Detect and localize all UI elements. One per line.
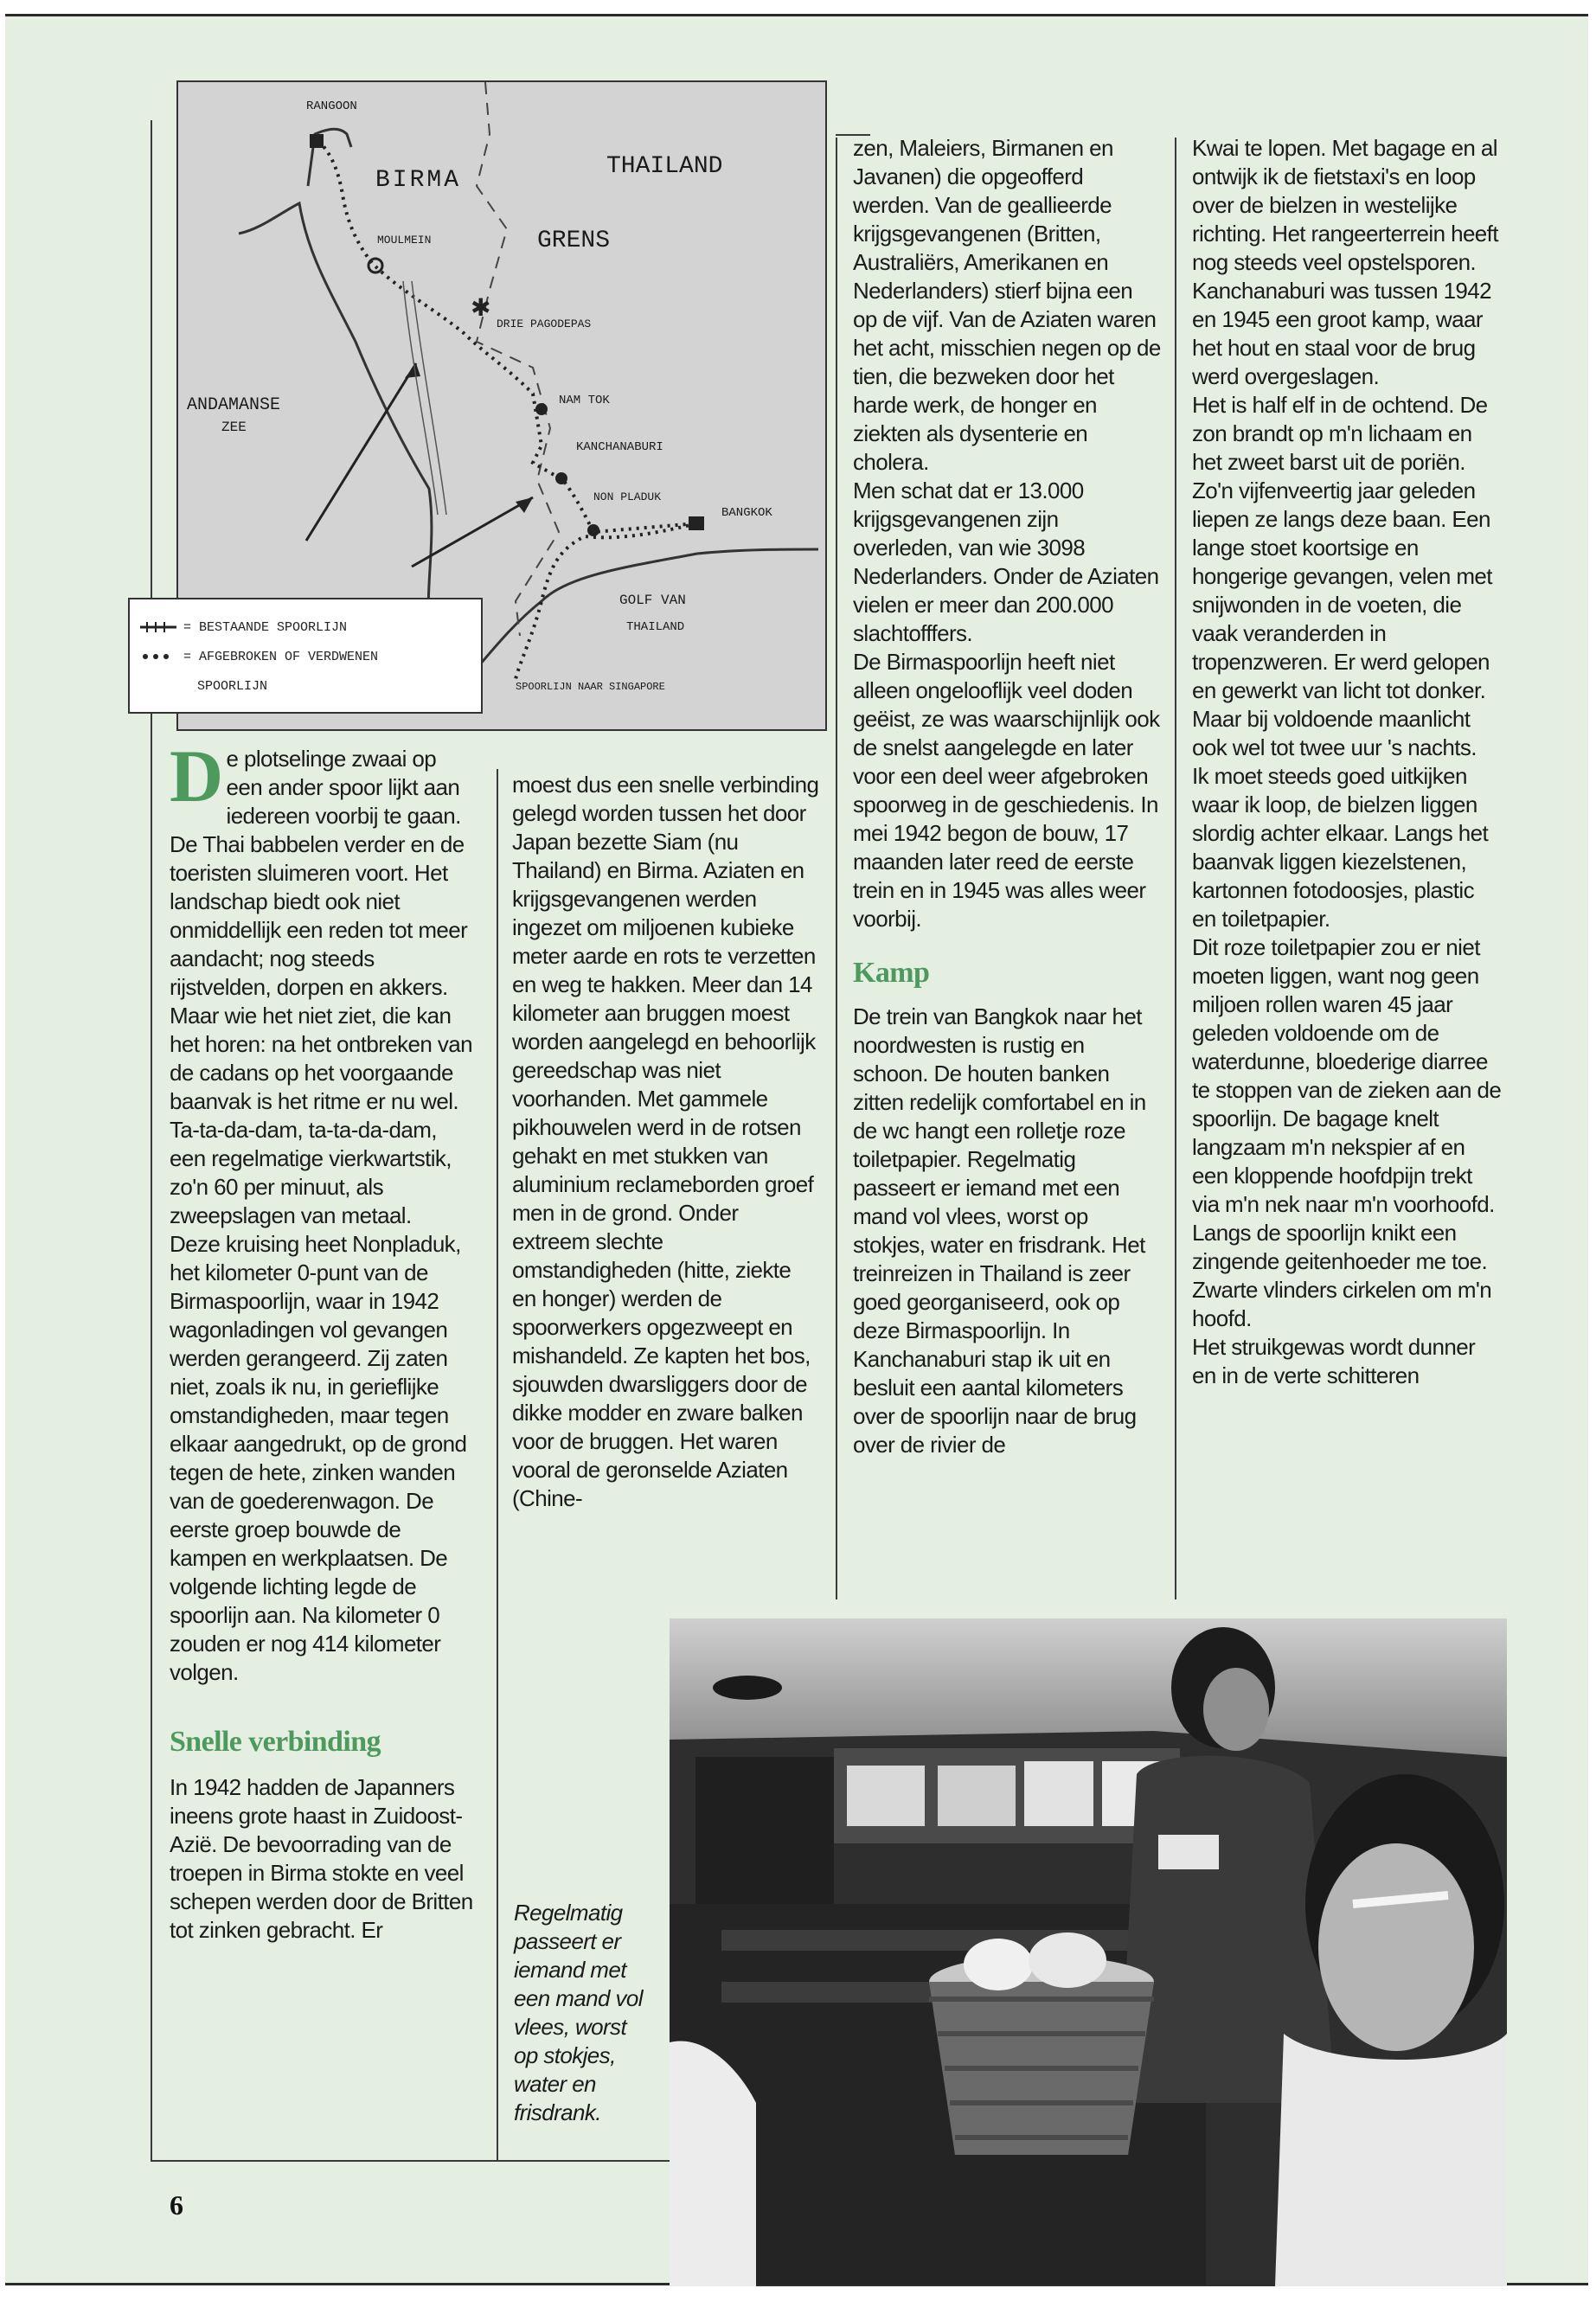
map-label-rangoon: RANGOON bbox=[306, 99, 357, 113]
left-margin-rule bbox=[151, 120, 152, 2162]
col4-paragraph-1: Kwai te lopen. Met bagage en al ontwijk ik de fietstaxi's en loop over de bielzen in westelijke richting. Het rangeerterrein heeft nog steeds veel opstelsporen. Kanchanaburi was tussen 1942 en 1945 een groot kamp, waar het hout en staal voor de brug werd overgeslagen. bbox=[1192, 135, 1498, 389]
col3-paragraph-4: De trein van Bangkok naar het noordwesten is rustig en schoon. De houten banken zitten redelijk comfortabel en in de wc hangt een rolletje roze toiletpapier. Regelmatig passeert er iemand met een mand vol vlees, worst op stokjes, water en frisdrank. Het treinreizen in Thailand is zeer goed georganiseerd, ook op deze Birmaspoorlijn. In Kanchanaburi stap ik uit en besluit een aantal kilometers over de spoorlijn naar de brug over de rivier de bbox=[853, 1003, 1146, 1458]
map-label-grens: GRENS bbox=[537, 228, 611, 254]
map-label-andamanse: ANDAMANSE bbox=[187, 395, 281, 415]
column-1 bbox=[170, 734, 474, 1945]
photo-drawing bbox=[670, 1618, 1507, 2286]
column-rule-2 bbox=[836, 138, 837, 1599]
arrow-1 bbox=[306, 363, 416, 541]
map-label-nam-tok: NAM TOK bbox=[559, 394, 610, 407]
map-legend bbox=[128, 598, 483, 714]
legend-removed-symbol bbox=[138, 648, 182, 665]
map-label-moulmein: MOULMEIN bbox=[377, 234, 432, 247]
legend-line-1: = BESTAANDE SPOORLIJN bbox=[183, 620, 348, 635]
col4-paragraph-4: Dit roze toiletpapier zou er niet moeten liggen, want nog geen miljoen rollen waren 45 jaar geleden voldoende om de waterdunne, bloederige diarree te stoppen van de zieken aan de spoorlijn. De bagage knelt langzaam m'n nekspier af en een kloppende hoofdpijn trekt via m'n nek naar m'n voorhoofd. Langs de spoorlijn knikt een zingende geitenhoeder me toe. Zwarte vlinders cirkelen om m'n hoofd. bbox=[1192, 934, 1502, 1331]
map-label-zee: ZEE bbox=[221, 420, 247, 435]
column-2 bbox=[512, 771, 820, 1513]
border-line bbox=[477, 82, 559, 636]
col3-paragraph-3: De Birmaspoorlijn heeft niet alleen ongelooflijk veel doden geëist, ze was waarschijnlijk ook de snelst aangelegde en later voor een deel weer afgebroken spoorweg in de geschiedenis. In mei 1942 begon de bouw, 17 maanden later reed de eerste trein en in 1945 was alles weer voorbij. bbox=[853, 649, 1160, 932]
legend-existing-symbol bbox=[138, 619, 182, 636]
svg-text:✱: ✱ bbox=[471, 295, 491, 322]
kanchanaburi-marker bbox=[555, 472, 567, 484]
map-label-golf-thailand: THAILAND bbox=[626, 620, 685, 634]
coastline bbox=[239, 203, 433, 653]
map-label-golf: GOLF VAN bbox=[619, 593, 686, 608]
drop-cap: D bbox=[170, 734, 223, 817]
bottom-rule bbox=[151, 2160, 670, 2162]
col1-paragraph-3: Deze kruising heet Nonpladuk, het kilometer 0-punt van de Birmaspoorlijn, waar in 1942 wagonladingen vol gevangen werden gerangeerd. Zij zaten niet, zoals ik nu, in gerieflijke omstandigheden, maar tegen elkaar aangedrukt, op de grond tegen de hete, zinken wanden van de goederenwagon. De eerste groep bouwde de kampen en werkplaatsen. De volgende lichting legde de spoorlijn aan. Na kilometer 0 zouden er nog 414 kilometer volgen. bbox=[170, 1231, 467, 1685]
rangoon-marker bbox=[310, 134, 324, 148]
column-rule-3 bbox=[1175, 138, 1176, 1599]
map-label-drie-pagodepas: DRIE PAGODEPAS bbox=[497, 317, 592, 330]
map-label-bangkok: BANGKOK bbox=[721, 506, 772, 520]
magazine-page bbox=[5, 14, 1588, 2285]
col1-paragraph-2: Maar wie het niet ziet, die kan het horen: na het ontbreken van de cadans op het voorgaande baanvak is het ritme er nu wel. Ta-ta-da-dam, ta-ta-da-dam, een regelmatige vierkwartstik, zo'n 60 per minuut, als zweepslagen van metaal. bbox=[170, 1003, 473, 1228]
bangkok-marker bbox=[689, 516, 704, 530]
nonpladuk-marker bbox=[587, 524, 599, 536]
legend-line-2: = AFGEBROKEN OF VERDWENEN bbox=[183, 650, 379, 664]
column-rule-1 bbox=[497, 769, 498, 2162]
moulmein-marker bbox=[369, 259, 382, 272]
photo-caption: Regelmatig passeert er iemand met een mand vol vlees, worst op stokjes, water en frisdrank. bbox=[514, 1900, 643, 2125]
namtok-marker bbox=[535, 403, 548, 415]
heading-snelle-verbinding: Snelle verbinding bbox=[170, 1726, 381, 1758]
map-label-spoorlijn-singapore: SPOORLIJN NAAR SINGAPORE bbox=[516, 681, 665, 693]
col1-paragraph-4: In 1942 hadden de Japanners ineens grote haast in Zuidoost-Azië. De bevoorrading van de troepen in Birma stokte en veel schepen werden door de Britten tot zinken gebracht. Er bbox=[170, 1774, 473, 1943]
col4-paragraph-3: Ik moet steeds goed uitkijken waar ik loop, de bielzen liggen slordig achter elkaar. Langs het baanvak liggen kiezelstenen, kartonnen fotodoosjes, plastic en toiletpapier. bbox=[1192, 763, 1489, 932]
column-3 bbox=[853, 134, 1161, 1459]
legend-line-3: SPOORLIJN bbox=[197, 679, 268, 694]
col3-paragraph-2: Men schat dat er 13.000 krijgsgevangenen zijn overleden, van wie 3098 Nederlanders. Onder de Aziaten vielen er meer dan 200.000 slachtofffers. bbox=[853, 478, 1159, 646]
page-number: 6 bbox=[170, 2189, 183, 2221]
map-label-kanchanaburi: KANCHANABURI bbox=[576, 440, 663, 454]
map-label-non-pladuk: NON PLADUK bbox=[593, 490, 662, 503]
heading-kamp: Kamp bbox=[853, 957, 930, 989]
column-4 bbox=[1192, 134, 1503, 1390]
col4-paragraph-5: Het struikgewas wordt dunner en in de verte schitteren bbox=[1192, 1334, 1476, 1388]
col1-paragraph-1: De plotselinge zwaai op een ander spoor lijkt aan iedereen voorbij te gaan. De Thai babbelen verder en de toeristen sluimeren voort. Het landschap biedt ook niet onmiddellijk een reden tot meer aandacht; nog steeds rijstvelden, dorpen en akkers. bbox=[170, 734, 468, 1000]
train-interior-photo bbox=[670, 1618, 1507, 2286]
map-label-birma: BIRMA bbox=[375, 167, 462, 194]
col4-paragraph-2: Het is half elf in de ochtend. De zon brandt op m'n lichaam en het zweet barst uit de poriën. Zo'n vijfenveertig jaar geleden liepen ze langs deze baan. Een lange stoet koortsige en hongerige gevangen, velen met snijwonden in de voeten, die vaak veranderden in tropenzweren. Er werd gelopen en gewerkt van licht tot donker. Maar bij voldoende maanlicht ook wel tot twee uur 's nachts. bbox=[1192, 392, 1492, 760]
map-label-thailand: THAILAND bbox=[606, 153, 723, 180]
col2-paragraph-1: moest dus een snelle verbinding gelegd worden tussen het door Japan bezette Siam (nu Thailand) en Birma. Aziaten en krijgsgevangenen werden ingezet om miljoenen kubieke meter aarde en rots te verzetten en weg te hakken. Meer dan 14 kilometer aan bruggen moest worden aangelegd en behoorlijk gereedschap was niet voorhanden. Met gammele pikhouwelen werd in de rotsen gehakt en met stukken van aluminium reclameborden groef men in de grond. Onder extreem slechte omstandigheden (hitte, ziekte en honger) werden de spoorwerkers opgezweept en mishandeld. Ze kapten het bos, sjouwden dwarsliggers door de dikke modder en zware balken voor de bruggen. Het waren vooral de geronselde Aziaten (Chine- bbox=[512, 772, 819, 1511]
col3-paragraph-1: zen, Maleiers, Birmanen en Javanen) die opgeofferd werden. Van de geallieerde krijgsgevangenen (Britten, Australiërs, Amerikanen en Nederlanders) stierf bijna een op de vijf. Van de Aziaten waren het acht, misschien negen op de tien, die bezweken door het harde werk, de honger en ziekten als dysenterie en cholera. bbox=[853, 135, 1161, 475]
